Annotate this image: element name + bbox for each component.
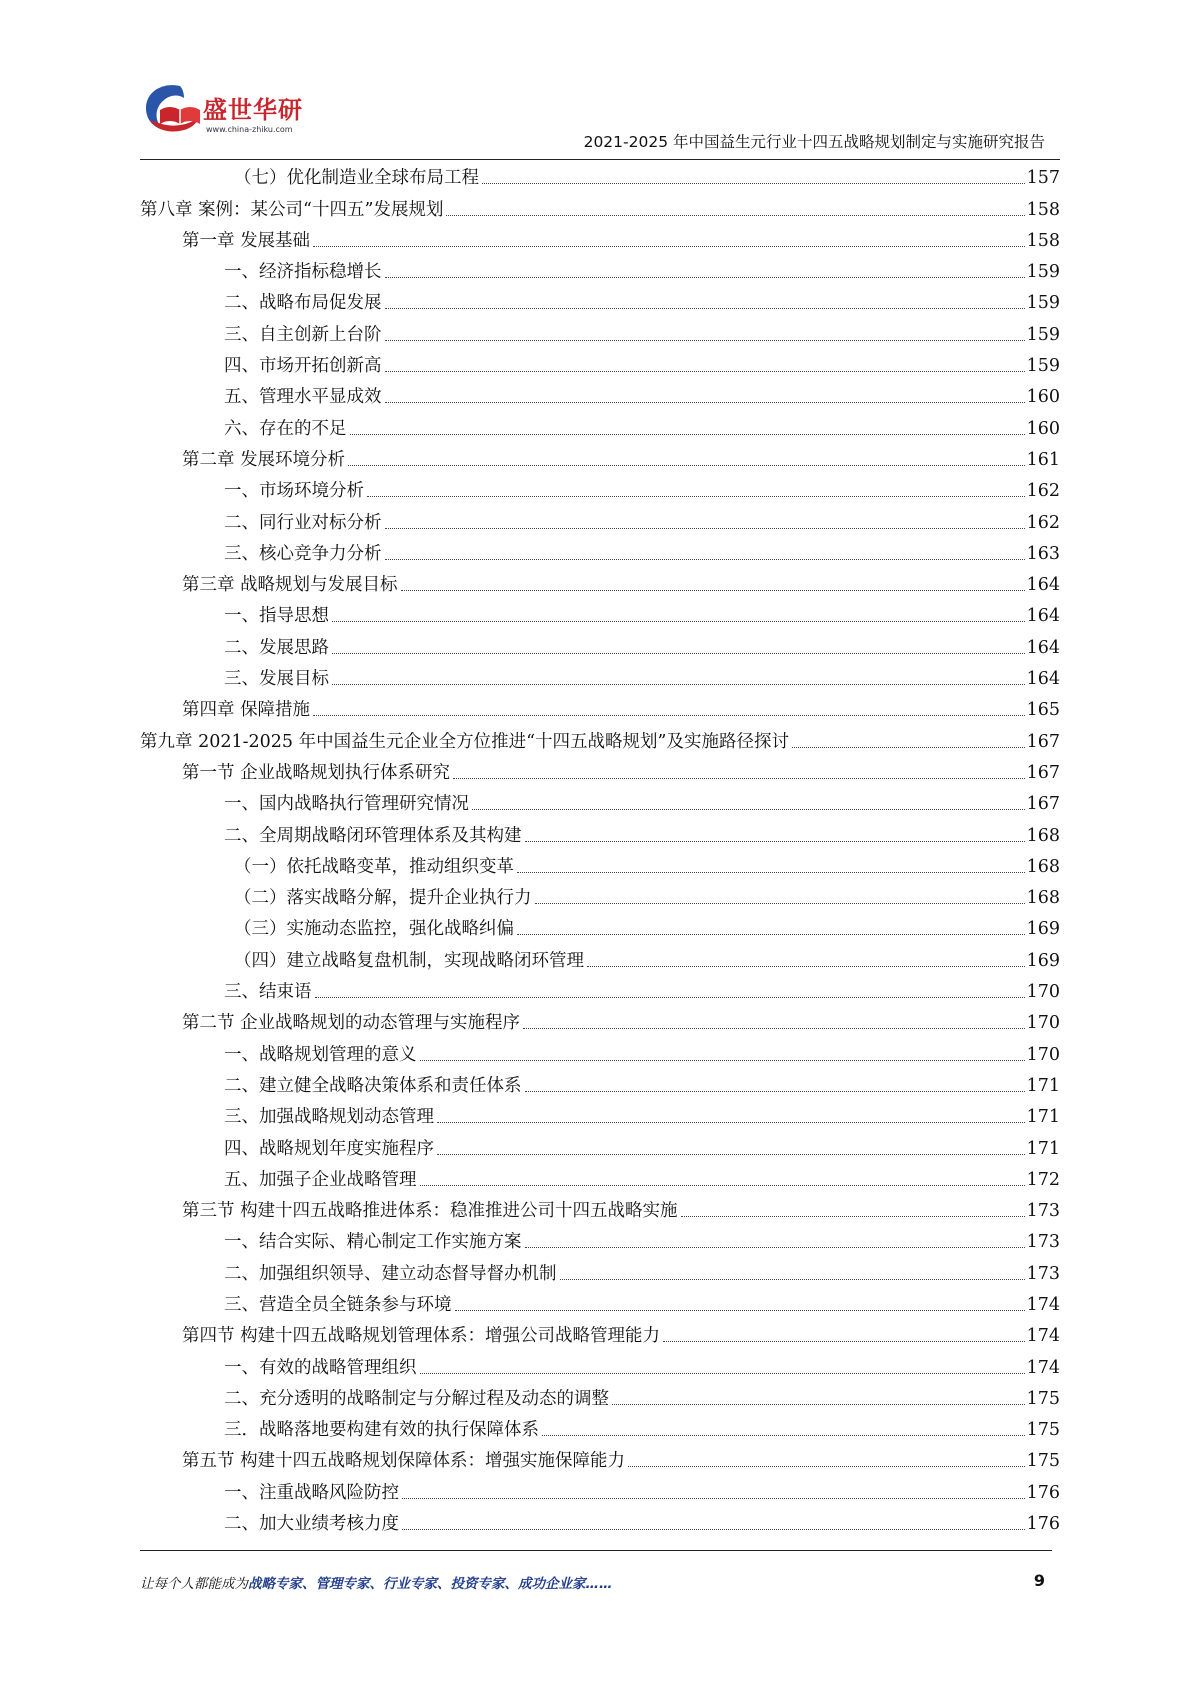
toc-entry-label: 二、加大业绩考核力度	[224, 1514, 399, 1535]
toc-entry-page: 169	[1026, 950, 1060, 971]
toc-leader-dots	[437, 1154, 1025, 1155]
slogan-highlight: 战略专家、管理专家、行业专家、投资专家、成功企业家……	[248, 1576, 613, 1592]
toc-leader-dots	[482, 183, 1025, 184]
toc-entry-label: 第一节 企业战略规划执行体系研究	[182, 762, 451, 783]
toc-entry-label: （一）依托战略变革，推动组织变革	[234, 856, 514, 877]
toc-entry[interactable]	[140, 379, 1060, 410]
toc-entry-page: 164	[1026, 606, 1060, 627]
toc-leader-dots	[663, 1341, 1025, 1342]
toc-entry-page: 169	[1026, 919, 1060, 940]
toc-entry-page: 159	[1026, 293, 1060, 314]
toc-entry-page: 176	[1026, 1514, 1060, 1535]
toc-entry[interactable]	[140, 849, 1060, 880]
toc-entry-label: 一、经济指标稳增长	[224, 262, 382, 283]
toc-entry[interactable]	[140, 285, 1060, 316]
toc-entry[interactable]	[140, 1443, 1060, 1474]
toc-entry-page: 158	[1026, 230, 1060, 251]
toc-entry-label: 第五节 构建十四五战略规划保障体系：增强实施保障能力	[182, 1451, 626, 1472]
toc-entry-label: 三、营造全员全链条参与环境	[224, 1294, 452, 1315]
toc-leader-dots	[315, 997, 1025, 998]
toc-entry-label: （二）落实战略分解，提升企业执行力	[234, 888, 532, 909]
toc-entry-label: 五、加强子企业战略管理	[224, 1169, 417, 1190]
toc-entry-page: 167	[1026, 794, 1060, 815]
toc-entry-page: 171	[1026, 1138, 1060, 1159]
page-footer	[140, 1572, 1045, 1596]
toc-leader-dots	[385, 371, 1025, 372]
toc-leader-dots	[437, 1122, 1025, 1123]
toc-entry[interactable]	[140, 1193, 1060, 1224]
toc-entry-label: 第三章 战略规划与发展目标	[182, 575, 398, 596]
toc-entry-label: 四、战略规划年度实施程序	[224, 1138, 434, 1159]
toc-entry-page: 173	[1026, 1232, 1060, 1253]
toc-entry-label: 第四章 保障措施	[182, 700, 311, 721]
toc-entry[interactable]	[140, 1255, 1060, 1286]
toc-entry[interactable]	[140, 504, 1060, 535]
toc-leader-dots	[402, 1529, 1025, 1530]
toc-leader-dots	[420, 1060, 1025, 1061]
toc-entry-page: 170	[1026, 1013, 1060, 1034]
toc-entry-label: 一、注重战略风险防控	[224, 1482, 399, 1503]
toc-entry-label: 第二章 发展环境分析	[182, 449, 346, 470]
toc-entry-page: 160	[1026, 387, 1060, 408]
toc-entry[interactable]	[140, 692, 1060, 723]
toc-entry[interactable]	[140, 410, 1060, 441]
toc-entry-label: 二、加强组织领导、建立动态督导督办机制	[224, 1263, 557, 1284]
toc-entry-label: 六、存在的不足	[224, 418, 347, 439]
toc-entry[interactable]	[140, 880, 1060, 911]
toc-entry-label: 三、自主创新上台阶	[224, 324, 382, 345]
toc-entry-page: 168	[1026, 825, 1060, 846]
toc-entry[interactable]	[140, 911, 1060, 942]
toc-entry[interactable]	[140, 1474, 1060, 1505]
toc-entry-page: 165	[1026, 700, 1060, 721]
logo-url: www.china-zhiku.com	[206, 125, 293, 134]
toc-leader-dots	[313, 246, 1025, 247]
toc-entry-label: 第三节 构建十四五战略推进体系：稳准推进公司十四五战略实施	[182, 1201, 678, 1222]
toc-entry[interactable]	[140, 723, 1060, 754]
toc-leader-dots	[535, 903, 1025, 904]
toc-entry-label: 一、有效的战略管理组织	[224, 1357, 417, 1378]
toc-leader-dots	[402, 1498, 1025, 1499]
toc-entry-page: 175	[1026, 1388, 1060, 1409]
toc-entry[interactable]	[140, 316, 1060, 347]
toc-entry-page: 176	[1026, 1482, 1060, 1503]
toc-entry-page: 164	[1026, 575, 1060, 596]
footer-slogan	[140, 1572, 613, 1592]
toc-entry-page: 157	[1026, 168, 1060, 189]
toc-entry[interactable]	[140, 1005, 1060, 1036]
toc-entry-label: 二、充分透明的战略制定与分解过程及动态的调整	[224, 1388, 609, 1409]
toc-entry[interactable]	[140, 1506, 1060, 1537]
toc-entry-label: 一、战略规划管理的意义	[224, 1044, 417, 1065]
toc-entry[interactable]	[140, 254, 1060, 285]
toc-leader-dots	[612, 1404, 1025, 1405]
toc-entry-label: 二、全周期战略闭环管理体系及其构建	[224, 825, 522, 846]
toc-leader-dots	[542, 1435, 1025, 1436]
toc-entry[interactable]	[140, 442, 1060, 473]
toc-entry-label: 第二节 企业战略规划的动态管理与实施程序	[182, 1013, 521, 1034]
toc-entry[interactable]	[140, 1162, 1060, 1193]
toc-entry-label: 四、市场开拓创新高	[224, 356, 382, 377]
toc-leader-dots	[385, 340, 1025, 341]
toc-leader-dots	[385, 277, 1025, 278]
report-title: 2021-2025 年中国益生元行业十四五战略规划制定与实施研究报告	[583, 133, 1045, 151]
toc-entry[interactable]	[140, 1412, 1060, 1443]
toc-leader-dots	[332, 684, 1025, 685]
toc-leader-dots	[367, 496, 1025, 497]
toc-entry-label: 三、核心竞争力分析	[224, 543, 382, 564]
toc-entry-label: （七）优化制造业全球布局工程	[234, 168, 479, 189]
toc-leader-dots	[628, 1466, 1025, 1467]
toc-entry-page: 159	[1026, 324, 1060, 345]
toc-entry[interactable]	[140, 598, 1060, 629]
toc-entry-label: 五、管理水平显成效	[224, 387, 382, 408]
toc-entry-label: 二、战略布局促发展	[224, 293, 382, 314]
toc-entry-label: 一、结合实际、精心制定工作实施方案	[224, 1232, 522, 1253]
toc-entry-page: 163	[1026, 543, 1060, 564]
toc-leader-dots	[348, 465, 1025, 466]
toc-entry-label: 三、结束语	[224, 982, 312, 1003]
toc-entry-page: 170	[1026, 1044, 1060, 1065]
toc-entry-label: 二、同行业对标分析	[224, 512, 382, 533]
toc-entry[interactable]	[140, 1349, 1060, 1380]
toc-entry-label: （四）建立战略复盘机制，实现战略闭环管理	[234, 950, 584, 971]
toc-leader-dots	[332, 653, 1025, 654]
toc-entry-page: 164	[1026, 669, 1060, 690]
toc-entry-label: 第八章 案例：某公司“十四五”发展规划	[140, 199, 444, 220]
toc-leader-dots	[420, 1185, 1025, 1186]
slogan-prefix: 让每个人都能成为	[140, 1576, 248, 1592]
toc-entry-page: 161	[1026, 449, 1060, 470]
toc-entry-page: 174	[1026, 1294, 1060, 1315]
footer-divider	[140, 1550, 1052, 1551]
toc-entry[interactable]	[140, 1130, 1060, 1161]
toc-entry-label: 第一章 发展基础	[182, 230, 311, 251]
toc-entry[interactable]	[140, 191, 1060, 222]
toc-entry[interactable]	[140, 661, 1060, 692]
toc-leader-dots	[587, 966, 1025, 967]
toc-entry-page: 167	[1026, 762, 1060, 783]
toc-entry[interactable]	[140, 1224, 1060, 1255]
toc-entry-page: 162	[1026, 481, 1060, 502]
toc-entry[interactable]	[140, 629, 1060, 660]
toc-entry-page: 168	[1026, 888, 1060, 909]
toc-entry-page: 159	[1026, 262, 1060, 283]
toc-entry-label: 第四节 构建十四五战略规划管理体系：增强公司战略管理能力	[182, 1326, 661, 1347]
toc-leader-dots	[385, 308, 1025, 309]
toc-leader-dots	[332, 621, 1025, 622]
toc-leader-dots	[792, 747, 1025, 748]
toc-leader-dots	[453, 778, 1025, 779]
toc-entry[interactable]	[140, 755, 1060, 786]
toc-entry[interactable]	[140, 160, 1060, 191]
toc-leader-dots	[350, 434, 1025, 435]
toc-entry[interactable]	[140, 974, 1060, 1005]
toc-entry[interactable]	[140, 1318, 1060, 1349]
toc-leader-dots	[681, 1216, 1025, 1217]
toc-entry-page: 171	[1026, 1075, 1060, 1096]
toc-leader-dots	[472, 809, 1025, 810]
toc-leader-dots	[525, 1247, 1025, 1248]
toc-entry-page: 174	[1026, 1357, 1060, 1378]
toc-entry-page: 172	[1026, 1169, 1060, 1190]
toc-entry-page: 168	[1026, 856, 1060, 877]
logo	[140, 80, 310, 150]
page-header	[140, 80, 1060, 158]
toc-entry-page: 159	[1026, 356, 1060, 377]
toc-leader-dots	[385, 402, 1025, 403]
toc-entry-label: 三、加强战略规划动态管理	[224, 1107, 434, 1128]
toc-entry-label: 二、发展思路	[224, 637, 329, 658]
toc-entry-page: 170	[1026, 982, 1060, 1003]
toc-entry-page: 167	[1026, 731, 1060, 752]
toc-entry[interactable]	[140, 942, 1060, 973]
toc-entry-page: 164	[1026, 637, 1060, 658]
toc-entry[interactable]	[140, 567, 1060, 598]
toc-leader-dots	[420, 1373, 1025, 1374]
toc-entry-page: 162	[1026, 512, 1060, 533]
logo-icon	[140, 80, 210, 140]
page-number: 9	[1033, 1571, 1045, 1590]
toc-entry-label: 二、建立健全战略决策体系和责任体系	[224, 1075, 522, 1096]
toc-entry-label: 三．战略落地要构建有效的执行保障体系	[224, 1420, 539, 1441]
toc-entry[interactable]	[140, 223, 1060, 254]
toc-entry[interactable]	[140, 786, 1060, 817]
logo-text: 盛世华研	[203, 96, 303, 124]
toc-entry-page: 158	[1026, 199, 1060, 220]
toc-leader-dots	[523, 1028, 1025, 1029]
toc-entry-page: 174	[1026, 1326, 1060, 1347]
toc-leader-dots	[385, 528, 1025, 529]
toc-entry-page: 175	[1026, 1451, 1060, 1472]
toc-leader-dots	[560, 1279, 1025, 1280]
toc-entry-page: 171	[1026, 1107, 1060, 1128]
toc-entry-label: 第九章 2021-2025 年中国益生元企业全方位推进“十四五战略规划”及实施路径探讨	[140, 731, 790, 752]
toc-entry-label: 一、国内战略执行管理研究情况	[224, 794, 469, 815]
toc-entry[interactable]	[140, 817, 1060, 848]
toc-entry-page: 173	[1026, 1201, 1060, 1222]
toc-entry-page: 173	[1026, 1263, 1060, 1284]
toc-leader-dots	[525, 1091, 1025, 1092]
toc-leader-dots	[385, 559, 1025, 560]
toc-entry[interactable]	[140, 348, 1060, 379]
toc-entry[interactable]	[140, 1099, 1060, 1130]
toc-entry[interactable]	[140, 1287, 1060, 1318]
toc-entry[interactable]	[140, 473, 1060, 504]
toc-leader-dots	[313, 715, 1025, 716]
toc-leader-dots	[525, 841, 1025, 842]
toc-entry-label: 一、指导思想	[224, 606, 329, 627]
toc-entry-label: 一、市场环境分析	[224, 481, 364, 502]
toc-entry-label: 三、发展目标	[224, 669, 329, 690]
toc-entry[interactable]	[140, 1068, 1060, 1099]
toc-entry-page: 160	[1026, 418, 1060, 439]
toc-entry-page: 175	[1026, 1420, 1060, 1441]
toc-entry-label: （三）实施动态监控，强化战略纠偏	[234, 919, 514, 940]
toc-leader-dots	[455, 1310, 1025, 1311]
toc-leader-dots	[517, 872, 1025, 873]
toc-leader-dots	[401, 590, 1025, 591]
toc-entry[interactable]	[140, 536, 1060, 567]
toc-entry[interactable]	[140, 1381, 1060, 1412]
toc-entry[interactable]	[140, 1036, 1060, 1067]
table-of-contents	[140, 160, 1060, 1537]
toc-leader-dots	[446, 215, 1024, 216]
toc-leader-dots	[517, 934, 1025, 935]
